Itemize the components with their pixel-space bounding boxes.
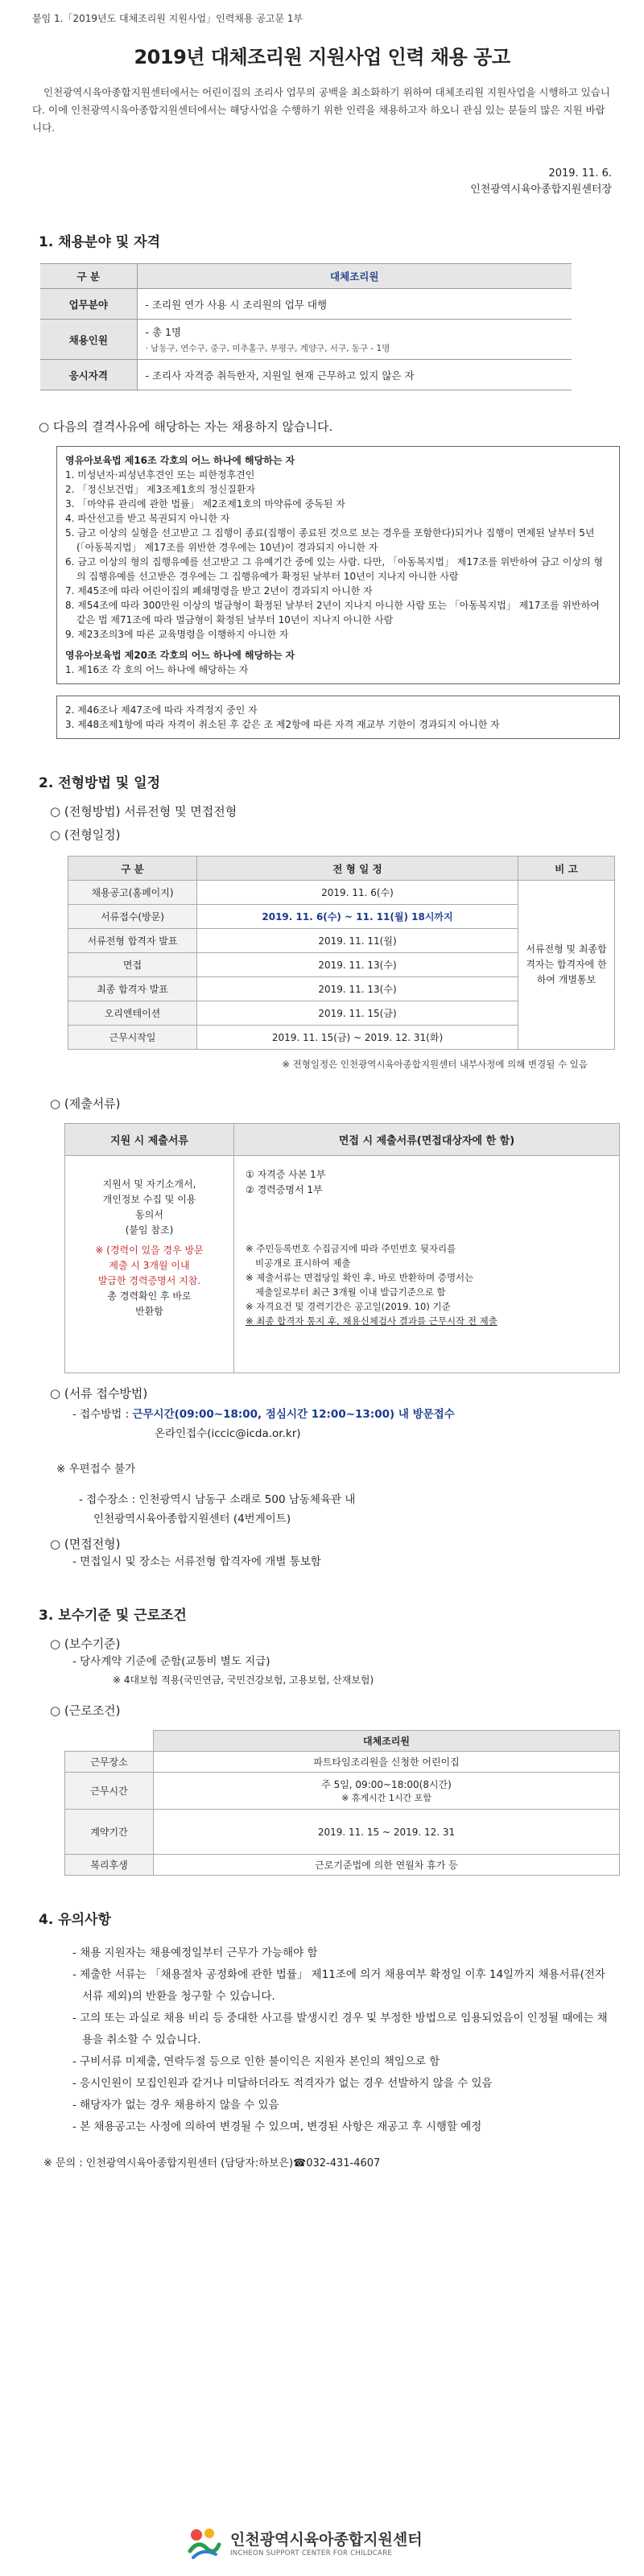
row-label: 최종 합격자 발표 bbox=[68, 977, 197, 1001]
qualification-table bbox=[40, 263, 572, 390]
list-item: 1. 미성년자·피성년후견인 또는 피한정후견인 bbox=[65, 469, 255, 481]
precautions-list bbox=[32, 1942, 612, 2138]
qualification-header-value: 대체조리원 bbox=[137, 264, 572, 289]
row-subvalue: ※ 휴게시간 1시간 포함 bbox=[341, 1793, 431, 1803]
docs-title: ○ (제출서류) bbox=[50, 1096, 121, 1111]
disqualification-box bbox=[56, 446, 620, 684]
row-label: 면접 bbox=[68, 953, 197, 977]
organization-logo bbox=[185, 2520, 475, 2565]
row-value: 주 5일, 09:00~18:00(8시간) bbox=[321, 1779, 452, 1790]
intro-paragraph: 인천광역시육아종합지원센터에서는 어린이집의 조리사 업무의 공백을 최소화하기 위하여 대체조리원 지원사업을 시행하고 있습니다. 이에 인천광역시육아종합지원센터에서는 해당사업을 수행하기 위한 인력을 채용하고자 하오니 관심 있는 분들의 많은 지원 바랍니다. bbox=[32, 86, 610, 134]
table-row bbox=[40, 289, 572, 320]
row-value: 2019. 11. 11(월) bbox=[197, 929, 518, 953]
column-header: 구 분 bbox=[68, 857, 197, 881]
list-item: 2. 「정신보건법」 제3조제1호의 정신질환자 bbox=[65, 484, 256, 495]
table-row bbox=[68, 881, 615, 905]
list-item: - 응시인원이 모집인원과 같거나 미달하더라도 적격자가 없는 경우 선발하지 않을 수 있음 bbox=[72, 2077, 493, 2090]
table-row bbox=[65, 1752, 620, 1773]
row-value-cell bbox=[154, 1773, 620, 1810]
column-header: 지원 시 제출서류 bbox=[65, 1124, 234, 1156]
pay-title: ○ (보수기준) bbox=[50, 1637, 121, 1651]
row-subvalue: · 남동구, 연수구, 중구, 미추홀구, 부평구, 계양구, 서구, 동구 - 1명 bbox=[145, 344, 390, 353]
doc-line: ① 자격증 사본 1부 bbox=[246, 1169, 326, 1180]
list-item: - 본 채용공고는 사정에 의하여 변경될 수 있으며, 변경된 사항은 재공고 후 시행할 예정 bbox=[72, 2120, 482, 2133]
table-row bbox=[65, 1810, 620, 1855]
documents-table bbox=[64, 1123, 620, 1373]
box-title: 영유아보육법 제16조 각호의 어느 하나에 해당하는 자 bbox=[65, 455, 295, 466]
disqualification-box-2 bbox=[56, 696, 620, 739]
row-label: 서류전형 합격자 발표 bbox=[68, 929, 197, 953]
interview-docs-cell bbox=[234, 1156, 620, 1373]
column-header: 비 고 bbox=[518, 857, 615, 881]
table-row bbox=[40, 320, 572, 360]
row-label: 근무장소 bbox=[65, 1752, 154, 1773]
row-label: 근무시간 bbox=[65, 1773, 154, 1810]
doc-line-warning: 발급한 경력증명서 지참. bbox=[97, 1275, 201, 1286]
apply-docs-cell bbox=[65, 1156, 234, 1373]
list-item: 9. 제23조의3에 따른 교육명령을 이행하지 아니한 자 bbox=[65, 629, 289, 640]
row-value: 2019. 11. 15 ~ 2019. 12. 31 bbox=[154, 1810, 620, 1855]
conditions-table bbox=[64, 1730, 620, 1876]
pay-line: - 당사계약 기준에 준함(교통비 별도 지급) bbox=[72, 1655, 270, 1668]
list-item: - 구비서류 미제출, 연락두절 등으로 인한 불이익은 지원자 본인의 책임으로 함 bbox=[72, 2055, 440, 2068]
row-label: 채용공고(홈페이지) bbox=[68, 881, 197, 905]
row-value-cell bbox=[137, 320, 572, 360]
doc-line: ② 경력증명서 1부 bbox=[246, 1184, 323, 1195]
section-2-title: 2. 전형방법 및 일정 bbox=[39, 775, 160, 791]
receipt-method bbox=[32, 1405, 612, 1424]
row-label: 계약기간 bbox=[65, 1810, 154, 1855]
logo-mark-icon bbox=[185, 2524, 222, 2561]
table-row bbox=[40, 360, 572, 390]
doc-line: (붙임 참조) bbox=[125, 1224, 174, 1236]
row-value: 2019. 11. 6(수) bbox=[197, 881, 518, 905]
receipt-prefix: - 접수방법 : bbox=[72, 1408, 133, 1421]
row-value: 2019. 11. 15(금) bbox=[197, 1001, 518, 1026]
pay-note: ※ 4대보험 적용(국민연금, 국민건강보험, 고용보험, 산재보험) bbox=[113, 1674, 374, 1686]
row-value: 2019. 11. 13(수) bbox=[197, 953, 518, 977]
doc-line: 반환함 bbox=[135, 1306, 163, 1317]
list-item: 8. 제54조에 따라 300만원 이상의 벌금형이 확정된 날부터 2년이 지나지 아니한 사람 또는 「아동복지법」 제17조를 위반하여 같은 법 제71조에 따라 벌금형이 확정된 날부터 10년이 지나지 아니한 사람 bbox=[65, 600, 600, 625]
qualification-header-label: 구 분 bbox=[40, 264, 137, 289]
receipt-time: 근무시간(09:00~18:00, 점심시간 12:00~13:00) 내 방문접수 bbox=[132, 1408, 455, 1421]
doc-note: ※ 최종 합격자 통지 후, 채용신체검사 결과를 근무시작 전 제출 bbox=[246, 1315, 497, 1327]
conditions-title: ○ (근로조건) bbox=[50, 1703, 121, 1718]
row-label: 업무분야 bbox=[40, 289, 137, 320]
empty-header bbox=[65, 1731, 154, 1752]
schedule-table bbox=[68, 856, 615, 1050]
doc-notes bbox=[246, 1241, 611, 1328]
row-label: 서류접수(방문) bbox=[68, 905, 197, 929]
row-value: 파트타임조리원을 신청한 어린이집 bbox=[154, 1752, 620, 1773]
disqualification-heading: ○ 다음의 결격사유에 해당하는 자는 채용하지 않습니다. bbox=[39, 419, 333, 434]
receipt-place-2: 인천광역시육아종합지원센터 (4번게이트) bbox=[93, 1513, 291, 1525]
inquiry-line: ※ 문의 : 인천광역시육아종합지원센터 (담당자:하보은)☎032-431-4607 bbox=[43, 2157, 381, 2169]
schedule-remark: 서류전형 및 최종합격자는 합격자에 한하여 개별통보 bbox=[518, 881, 615, 1050]
list-item: - 고의 또는 과실로 채용 비리 등 중대한 사고를 발생시킨 경우 및 부정한 방법으로 임용되었음이 인정될 때에는 채용을 취소할 수 있습니다. bbox=[72, 2012, 608, 2046]
list-item: 2. 제46조나 제47조에 따라 자격정지 중인 자 bbox=[65, 704, 258, 716]
table-row bbox=[65, 1773, 620, 1810]
column-header: 면접 시 제출서류(면접대상자에 한 함) bbox=[234, 1124, 620, 1156]
list-item: 1. 제16조 각 호의 어느 하나에 해당하는 자 bbox=[65, 664, 249, 675]
row-value: - 조리원 연가 사용 시 조리원의 업무 대행 bbox=[137, 289, 572, 320]
doc-note: 제출일로부터 최근 3개월 이내 발급기준으로 함 bbox=[255, 1286, 446, 1298]
notice-date: 2019. 11. 6. bbox=[548, 167, 612, 180]
section-4-title: 4. 유의사항 bbox=[39, 1912, 111, 1928]
box-title: 영유아보육법 제20조 각호의 어느 하나에 해당하는 자 bbox=[65, 650, 295, 661]
receipt-email: 온라인접수(iccic@icda.or.kr) bbox=[155, 1427, 301, 1440]
row-label: 응시자격 bbox=[40, 360, 137, 390]
list-item: - 제출한 서류는 「채용절차 공정화에 관한 법률」 제11조에 의거 채용여부 확정일 이후 14일까지 채용서류(전자서류 제외)의 반환을 청구할 수 있습니다. bbox=[72, 1968, 605, 2003]
list-item: 4. 파산선고를 받고 복권되지 아니한 자 bbox=[65, 513, 230, 524]
list-item: 7. 제45조에 따라 어린이집의 폐쇄명령을 받고 2년이 경과되지 아니한 자 bbox=[65, 585, 373, 597]
list-item: 6. 금고 이상의 형의 집행유예를 선고받고 그 유예기간 중에 있는 사람. 다만, 「아동복지법」 제17조를 위반하여 금고 이상의 형의 집행유예를 선고받은 경우에는 그 집행유예가 확정된 날부터 10년이 지나지 아니한 사람 bbox=[65, 556, 604, 582]
list-item: - 해당자가 없는 경우 채용하지 않을 수 있음 bbox=[72, 2099, 279, 2112]
interview-line: - 면접일시 및 장소는 서류전형 합격자에 개별 통보함 bbox=[72, 1555, 321, 1568]
mail-note: ※ 우편접수 불가 bbox=[56, 1463, 136, 1476]
row-label: 근무시작일 bbox=[68, 1026, 197, 1050]
doc-note: 비공개로 표시하여 제출 bbox=[255, 1257, 351, 1269]
doc-line: 총 경력확인 후 바로 bbox=[107, 1290, 192, 1302]
column-header: 전 형 일 정 bbox=[197, 857, 518, 881]
column-header: 대체조리원 bbox=[154, 1731, 620, 1752]
row-value: 근로기준법에 의한 연월차 휴가 등 bbox=[154, 1855, 620, 1876]
schedule-note: ※ 전형일정은 인천광역시육아종합지원센터 내부사정에 의해 변경될 수 있음 bbox=[282, 1059, 588, 1070]
attachment-label: 붙임 1.「2019년도 대체조리원 지원사업」인력채용 공고문 1부 bbox=[32, 13, 303, 24]
doc-note: ※ 주민등록번호 수집금지에 따라 주민번호 뒷자리를 bbox=[246, 1243, 456, 1254]
row-value: - 총 1명 bbox=[145, 326, 182, 338]
section-1-title: 1. 채용분야 및 자격 bbox=[39, 234, 160, 250]
method-title: ○ (전형방법) 서류전형 및 면접전형 bbox=[50, 804, 237, 819]
doc-line: 동의서 bbox=[135, 1209, 163, 1220]
doc-line-warning: ※ (경력이 있을 경우 방문 bbox=[95, 1245, 204, 1256]
row-value: 2019. 11. 15(금) ~ 2019. 12. 31(화) bbox=[197, 1026, 518, 1050]
row-label: 채용인원 bbox=[40, 320, 137, 360]
doc-line: 개인정보 수집 및 이용 bbox=[102, 1194, 196, 1205]
list-item: 3. 「마약류 관리에 관한 법률」 제2조제1호의 마약류에 중독된 자 bbox=[65, 498, 345, 510]
list-item: 3. 제48조제1항에 따라 자격이 취소된 후 같은 조 제2항에 따른 자격 재교부 기한이 경과되지 아니한 자 bbox=[65, 719, 500, 730]
receipt-place: - 접수장소 : 인천광역시 남동구 소래로 500 남동체육관 내 bbox=[79, 1493, 356, 1506]
issuing-organization: 인천광역시육아종합지원센터장 bbox=[470, 184, 612, 196]
row-label: 복리후생 bbox=[65, 1855, 154, 1876]
doc-note: ※ 제출서류는 면접당일 확인 후, 바로 반환하며 증명서는 bbox=[246, 1272, 474, 1283]
row-value: - 조리사 자격증 취득한자, 지원일 현재 근무하고 있지 않은 자 bbox=[137, 360, 572, 390]
receipt-title: ○ (서류 접수방법) bbox=[50, 1386, 148, 1401]
list-item: 5. 금고 이상의 실형을 선고받고 그 집행이 종료(집행이 종료된 것으로 보는 경우를 포함한다)되거나 집행이 면제된 날부터 5년(「아동복지법」 제17조를 위반한 경우에는 10년)이 경과되지 아니한 자 bbox=[65, 527, 595, 553]
table-row bbox=[65, 1156, 620, 1373]
row-value: 2019. 11. 13(수) bbox=[197, 977, 518, 1001]
doc-note: ※ 자격요건 및 경력기간은 공고일(2019. 10) 기준 bbox=[246, 1301, 451, 1312]
page-title: 2019년 대체조리원 지원사업 인력 채용 공고 bbox=[134, 46, 510, 68]
section-3-title: 3. 보수기준 및 근로조건 bbox=[39, 1608, 187, 1624]
row-label: 오리엔테이션 bbox=[68, 1001, 197, 1026]
logo-english: INCHEON SUPPORT CENTER FOR CHILDCARE bbox=[230, 2549, 393, 2557]
row-value: 2019. 11. 6(수) ~ 11. 11(월) 18시까지 bbox=[197, 905, 518, 929]
schedule-title: ○ (전형일정) bbox=[50, 828, 121, 842]
doc-line-warning: 제출 시 3개월 이내 bbox=[109, 1260, 190, 1271]
list-item: - 채용 지원자는 채용예정일부터 근무가 가능해야 함 bbox=[72, 1946, 318, 1959]
logo-name: 인천광역시육아종합지원센터 bbox=[230, 2530, 423, 2549]
interview-title: ○ (면접전형) bbox=[50, 1537, 121, 1551]
doc-line: 지원서 및 자기소개서, bbox=[102, 1179, 196, 1190]
table-row bbox=[65, 1855, 620, 1876]
